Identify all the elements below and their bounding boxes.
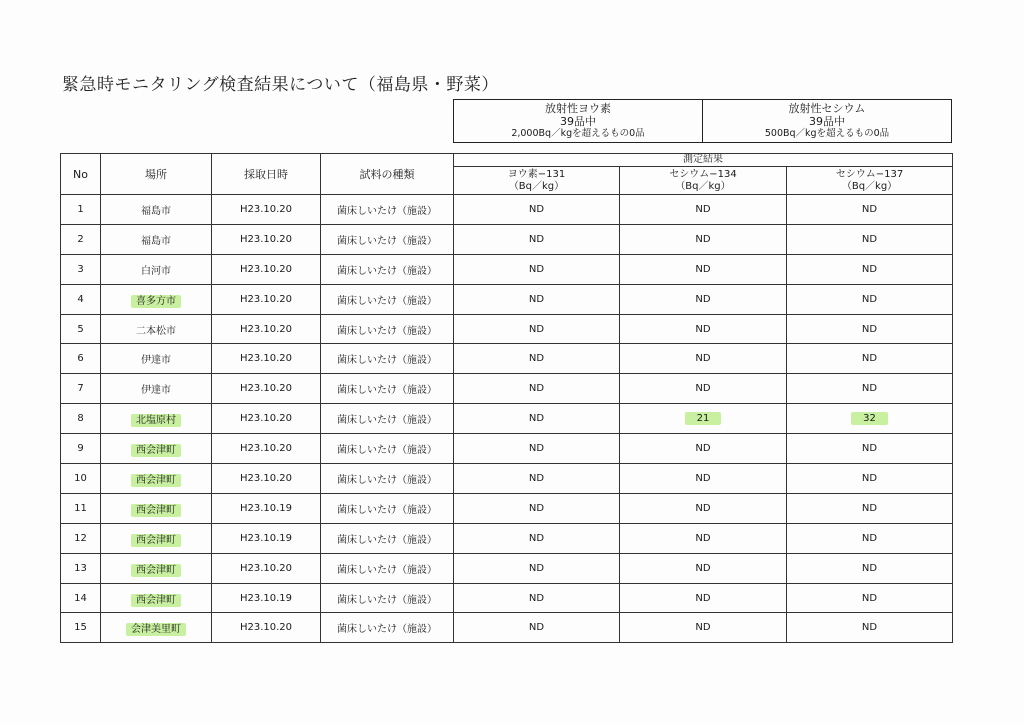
cell-i131-text: ND bbox=[528, 203, 545, 215]
cell-cs134-text: ND bbox=[695, 592, 711, 604]
header-i131-label: ヨウ素−131 bbox=[507, 168, 566, 180]
cell-date bbox=[212, 224, 321, 254]
cell-cs137-text: ND bbox=[861, 233, 878, 245]
cell-place bbox=[101, 523, 212, 553]
cell-cs134 bbox=[620, 493, 787, 523]
cell-cs134-text: ND bbox=[695, 562, 711, 574]
cell-place-text: 西会津町 bbox=[131, 474, 181, 487]
summary-iodine bbox=[454, 100, 702, 142]
cell-cs134 bbox=[620, 553, 787, 583]
cell-date-text: H23.10.20 bbox=[239, 203, 293, 215]
cell-no bbox=[61, 493, 101, 523]
cell-no-text: 12 bbox=[74, 532, 87, 544]
cell-i131 bbox=[454, 344, 620, 374]
cell-cs137-text: 32 bbox=[851, 412, 888, 425]
cell-place bbox=[101, 493, 212, 523]
table-row bbox=[61, 284, 953, 314]
cell-sample bbox=[321, 404, 454, 434]
cell-no-text: 6 bbox=[77, 353, 84, 365]
cell-cs137 bbox=[787, 523, 953, 553]
cell-i131-text: ND bbox=[528, 532, 545, 544]
cell-sample-text: 菌床しいたけ（施設） bbox=[337, 474, 437, 486]
cell-cs137 bbox=[787, 314, 953, 344]
cell-no bbox=[61, 434, 101, 464]
cell-place-text: 西会津町 bbox=[131, 444, 181, 457]
cell-cs137-text: ND bbox=[861, 532, 878, 544]
cell-place bbox=[101, 404, 212, 434]
cell-cs134-text: ND bbox=[695, 353, 711, 365]
cell-cs134 bbox=[620, 344, 787, 374]
cell-i131 bbox=[454, 254, 620, 284]
cell-no bbox=[61, 344, 101, 374]
cell-no-text: 8 bbox=[77, 413, 84, 425]
cell-cs137 bbox=[787, 434, 953, 464]
cell-date bbox=[212, 464, 321, 494]
cell-cs134-text: ND bbox=[695, 502, 711, 514]
cell-no-text: 2 bbox=[77, 233, 84, 245]
cell-place-text: 西会津町 bbox=[131, 594, 181, 607]
cell-sample bbox=[321, 464, 454, 494]
cell-cs134-text: ND bbox=[695, 472, 711, 484]
summary-cesium-title: 放射性セシウム bbox=[788, 102, 866, 115]
cell-sample-text: 菌床しいたけ（施設） bbox=[337, 205, 437, 217]
cell-cs134-text: ND bbox=[695, 293, 711, 305]
cell-cs134-text: 21 bbox=[685, 412, 722, 425]
cell-place-text: 北塩原村 bbox=[131, 414, 181, 427]
cell-date-text: H23.10.19 bbox=[239, 592, 293, 604]
cell-cs134-text: ND bbox=[695, 323, 711, 335]
cell-sample bbox=[321, 284, 454, 314]
cell-cs137-text: ND bbox=[861, 383, 878, 395]
cell-place bbox=[101, 464, 212, 494]
cell-sample-text: 菌床しいたけ（施設） bbox=[337, 594, 437, 606]
cell-place-text: 西会津町 bbox=[131, 534, 181, 547]
header-i131-unit: （Bq／kg） bbox=[508, 180, 565, 192]
cell-cs137 bbox=[787, 284, 953, 314]
cell-place bbox=[101, 613, 212, 643]
cell-no bbox=[61, 553, 101, 583]
table-row bbox=[61, 344, 953, 374]
cell-sample-text: 菌床しいたけ（施設） bbox=[337, 445, 437, 457]
cell-sample bbox=[321, 314, 454, 344]
summary-iodine-criterion: 2,000Bq／kgを超えるもの0品 bbox=[511, 128, 645, 139]
cell-i131-text: ND bbox=[528, 562, 545, 574]
cell-no-text: 14 bbox=[74, 592, 87, 604]
cell-sample bbox=[321, 344, 454, 374]
cell-i131 bbox=[454, 523, 620, 553]
cell-cs137 bbox=[787, 344, 953, 374]
table-row bbox=[61, 404, 953, 434]
cell-i131 bbox=[454, 493, 620, 523]
cell-no-text: 1 bbox=[77, 203, 84, 215]
cell-i131-text: ND bbox=[528, 622, 545, 634]
cell-cs134 bbox=[620, 613, 787, 643]
cell-cs134-text: ND bbox=[695, 383, 711, 395]
cell-cs137-text: ND bbox=[861, 622, 878, 634]
cell-cs137 bbox=[787, 583, 953, 613]
cell-cs137-text: ND bbox=[861, 293, 878, 305]
header-cs134-unit: （Bq／kg） bbox=[675, 180, 731, 192]
header-date: 採取日時 bbox=[212, 154, 321, 195]
cell-date-text: H23.10.19 bbox=[239, 502, 293, 514]
cell-cs134 bbox=[620, 254, 787, 284]
cell-i131-text: ND bbox=[528, 502, 545, 514]
table-row bbox=[61, 523, 953, 553]
cell-no bbox=[61, 523, 101, 553]
cell-i131 bbox=[454, 404, 620, 434]
cell-i131 bbox=[454, 374, 620, 404]
cell-sample bbox=[321, 374, 454, 404]
cell-cs134 bbox=[620, 284, 787, 314]
cell-place-text: 西会津町 bbox=[131, 504, 181, 517]
header-results: 測定結果 bbox=[454, 154, 953, 167]
cell-place-text: 伊達市 bbox=[141, 385, 171, 397]
cell-cs137-text: ND bbox=[861, 203, 878, 215]
cell-no bbox=[61, 374, 101, 404]
cell-date bbox=[212, 195, 321, 225]
cell-no-text: 7 bbox=[77, 383, 84, 395]
cell-i131 bbox=[454, 224, 620, 254]
cell-i131 bbox=[454, 553, 620, 583]
cell-sample-text: 菌床しいたけ（施設） bbox=[337, 355, 437, 367]
cell-no-text: 4 bbox=[77, 293, 84, 305]
cell-date bbox=[212, 493, 321, 523]
header-no: No bbox=[61, 154, 101, 195]
cell-date bbox=[212, 314, 321, 344]
cell-place bbox=[101, 254, 212, 284]
cell-place bbox=[101, 374, 212, 404]
cell-date-text: H23.10.20 bbox=[239, 622, 293, 634]
cell-cs134 bbox=[620, 195, 787, 225]
cell-date-text: H23.10.20 bbox=[239, 263, 293, 275]
table-row bbox=[61, 493, 953, 523]
cell-sample bbox=[321, 493, 454, 523]
cell-place bbox=[101, 314, 212, 344]
cell-cs137 bbox=[787, 613, 953, 643]
summary-box bbox=[453, 99, 952, 143]
cell-place bbox=[101, 434, 212, 464]
page-title: 緊急時モニタリング検査結果について（福島県・野菜） bbox=[62, 75, 499, 95]
header-i131 bbox=[454, 167, 620, 195]
header-cs137 bbox=[787, 167, 953, 195]
summary-iodine-count: 39品中 bbox=[560, 114, 596, 128]
cell-i131 bbox=[454, 583, 620, 613]
cell-date bbox=[212, 284, 321, 314]
cell-sample-text: 菌床しいたけ（施設） bbox=[337, 235, 437, 247]
cell-cs137 bbox=[787, 464, 953, 494]
cell-i131-text: ND bbox=[528, 323, 545, 335]
cell-no bbox=[61, 284, 101, 314]
cell-no-text: 10 bbox=[74, 472, 87, 484]
cell-sample bbox=[321, 613, 454, 643]
cell-cs137 bbox=[787, 553, 953, 583]
results-table bbox=[60, 153, 953, 643]
table-row bbox=[61, 254, 953, 284]
cell-cs137 bbox=[787, 224, 953, 254]
cell-i131 bbox=[454, 434, 620, 464]
cell-no bbox=[61, 464, 101, 494]
cell-cs137 bbox=[787, 404, 953, 434]
cell-sample bbox=[321, 254, 454, 284]
cell-no-text: 3 bbox=[77, 263, 84, 275]
cell-sample-text: 菌床しいたけ（施設） bbox=[337, 385, 437, 397]
cell-i131-text: ND bbox=[528, 413, 545, 425]
header-sample: 試料の種類 bbox=[321, 154, 454, 195]
cell-no-text: 9 bbox=[77, 443, 84, 455]
cell-no bbox=[61, 613, 101, 643]
cell-place bbox=[101, 195, 212, 225]
cell-place bbox=[101, 583, 212, 613]
cell-cs134-text: ND bbox=[695, 263, 711, 275]
table-row bbox=[61, 224, 953, 254]
table-row bbox=[61, 195, 953, 225]
cell-cs137-text: ND bbox=[861, 472, 878, 484]
cell-cs137 bbox=[787, 374, 953, 404]
cell-no bbox=[61, 195, 101, 225]
cell-no bbox=[61, 404, 101, 434]
cell-no bbox=[61, 224, 101, 254]
cell-cs137-text: ND bbox=[861, 502, 878, 514]
cell-cs137-text: ND bbox=[861, 353, 878, 365]
cell-date-text: H23.10.20 bbox=[239, 323, 293, 335]
table-row bbox=[61, 314, 953, 344]
header-cs134-label: セシウム−134 bbox=[669, 168, 737, 180]
cell-i131-text: ND bbox=[528, 233, 545, 245]
cell-cs134 bbox=[620, 314, 787, 344]
cell-place bbox=[101, 344, 212, 374]
cell-place-text: 二本松市 bbox=[136, 325, 176, 337]
header-place: 場所 bbox=[101, 154, 212, 195]
cell-sample-text: 菌床しいたけ（施設） bbox=[337, 325, 437, 337]
cell-sample bbox=[321, 553, 454, 583]
cell-date-text: H23.10.20 bbox=[239, 383, 293, 395]
cell-cs137 bbox=[787, 493, 953, 523]
cell-i131 bbox=[454, 464, 620, 494]
cell-sample bbox=[321, 195, 454, 225]
cell-cs137 bbox=[787, 254, 953, 284]
cell-i131-text: ND bbox=[528, 263, 545, 275]
cell-place bbox=[101, 553, 212, 583]
table-row bbox=[61, 374, 953, 404]
cell-date bbox=[212, 613, 321, 643]
cell-i131 bbox=[454, 613, 620, 643]
table-row bbox=[61, 464, 953, 494]
cell-i131 bbox=[454, 195, 620, 225]
summary-iodine-title: 放射性ヨウ素 bbox=[545, 102, 611, 115]
cell-date-text: H23.10.20 bbox=[239, 443, 293, 455]
cell-place-text: 福島市 bbox=[141, 235, 171, 247]
cell-place-text: 福島市 bbox=[141, 205, 171, 217]
cell-cs137-text: ND bbox=[861, 323, 878, 335]
summary-cesium-count: 39品中 bbox=[809, 114, 845, 128]
cell-sample bbox=[321, 434, 454, 464]
cell-date bbox=[212, 404, 321, 434]
cell-date-text: H23.10.19 bbox=[239, 532, 293, 544]
cell-sample-text: 菌床しいたけ（施設） bbox=[337, 415, 437, 427]
cell-place-text: 喜多方市 bbox=[131, 295, 181, 308]
cell-cs134 bbox=[620, 224, 787, 254]
cell-date bbox=[212, 523, 321, 553]
cell-sample-text: 菌床しいたけ（施設） bbox=[337, 295, 437, 307]
header-cs134 bbox=[620, 167, 787, 195]
cell-sample bbox=[321, 583, 454, 613]
cell-cs137-text: ND bbox=[861, 592, 878, 604]
cell-place bbox=[101, 284, 212, 314]
cell-date bbox=[212, 583, 321, 613]
cell-date-text: H23.10.20 bbox=[239, 472, 293, 484]
cell-place bbox=[101, 224, 212, 254]
cell-i131-text: ND bbox=[528, 443, 545, 455]
cell-no-text: 13 bbox=[74, 562, 87, 574]
cell-no-text: 11 bbox=[74, 502, 87, 514]
cell-sample-text: 菌床しいたけ（施設） bbox=[337, 265, 437, 277]
cell-sample-text: 菌床しいたけ（施設） bbox=[337, 624, 437, 636]
cell-cs134 bbox=[620, 434, 787, 464]
table-row bbox=[61, 434, 953, 464]
table-row bbox=[61, 583, 953, 613]
cell-date-text: H23.10.20 bbox=[239, 293, 293, 305]
cell-cs137-text: ND bbox=[861, 562, 878, 574]
cell-place-text: 西会津町 bbox=[131, 564, 181, 577]
table-row bbox=[61, 613, 953, 643]
cell-sample bbox=[321, 523, 454, 553]
cell-cs134-text: ND bbox=[695, 622, 711, 634]
cell-cs137-text: ND bbox=[861, 443, 878, 455]
header-cs137-label: セシウム−137 bbox=[835, 168, 904, 180]
cell-no-text: 5 bbox=[77, 323, 84, 335]
cell-place-text: 白河市 bbox=[141, 265, 171, 277]
cell-i131-text: ND bbox=[528, 383, 545, 395]
cell-date bbox=[212, 434, 321, 464]
cell-i131 bbox=[454, 314, 620, 344]
cell-cs134-text: ND bbox=[695, 443, 711, 455]
cell-date-text: H23.10.20 bbox=[239, 413, 293, 425]
cell-no-text: 15 bbox=[74, 622, 87, 634]
cell-date-text: H23.10.20 bbox=[239, 562, 293, 574]
cell-no bbox=[61, 583, 101, 613]
cell-cs137 bbox=[787, 195, 953, 225]
cell-no bbox=[61, 254, 101, 284]
cell-no bbox=[61, 314, 101, 344]
cell-date-text: H23.10.20 bbox=[239, 233, 293, 245]
cell-cs134-text: ND bbox=[695, 532, 711, 544]
cell-date-text: H23.10.20 bbox=[239, 353, 293, 365]
cell-place-text: 伊達市 bbox=[141, 355, 171, 367]
cell-sample-text: 菌床しいたけ（施設） bbox=[337, 534, 437, 546]
cell-i131-text: ND bbox=[528, 293, 545, 305]
table-row bbox=[61, 553, 953, 583]
cell-i131-text: ND bbox=[528, 472, 545, 484]
cell-sample-text: 菌床しいたけ（施設） bbox=[337, 504, 437, 516]
cell-date bbox=[212, 374, 321, 404]
cell-sample-text: 菌床しいたけ（施設） bbox=[337, 564, 437, 576]
cell-cs134 bbox=[620, 404, 787, 434]
cell-cs134 bbox=[620, 464, 787, 494]
summary-cesium-criterion: 500Bq／kgを超えるもの0品 bbox=[764, 128, 890, 139]
cell-date bbox=[212, 344, 321, 374]
header-cs137-unit: （Bq／kg） bbox=[841, 180, 898, 192]
cell-date bbox=[212, 553, 321, 583]
cell-place-text: 会津美里町 bbox=[126, 623, 186, 636]
cell-cs134 bbox=[620, 583, 787, 613]
summary-cesium bbox=[702, 100, 951, 142]
results-body bbox=[61, 195, 953, 643]
cell-cs134 bbox=[620, 374, 787, 404]
cell-cs134-text: ND bbox=[695, 203, 711, 215]
cell-date bbox=[212, 254, 321, 284]
cell-cs134-text: ND bbox=[695, 233, 711, 245]
cell-cs134 bbox=[620, 523, 787, 553]
cell-cs137-text: ND bbox=[861, 263, 878, 275]
cell-i131-text: ND bbox=[528, 353, 545, 365]
cell-sample bbox=[321, 224, 454, 254]
cell-i131-text: ND bbox=[528, 592, 545, 604]
cell-i131 bbox=[454, 284, 620, 314]
